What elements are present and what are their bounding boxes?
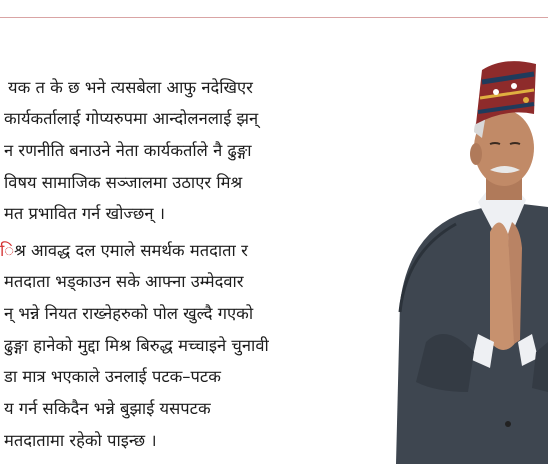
paragraph-2-line-4: ढुङ्गा हानेको मुद्दा मिश्र बिरुद्ध मच्चाइने चुनावी [4,336,269,355]
paragraph-1-line-3: न रणनीति बनाउने नेता कार्यकर्ताले नै ढुङ्गा [4,141,252,160]
paragraph-2-line-5: डा मात्र भएकाले उनलाई पटक–पटक [4,367,221,386]
paragraph-2-line-6: य गर्न सकिदैन भन्ने बुझाई यसपटक [4,399,211,418]
paragraph-1-line-4: विषय सामाजिक सञ्जालमा उठाएर मिश्र [4,173,243,192]
paragraph-2-line-3: न् भन्ने नियत राख्नेहरुको पोल खुल्दै गएको [4,304,254,323]
paragraph-2-line-2: मतदाता भड्काउन सके आफ्ना उम्मेदवार [4,272,244,291]
paragraph-2-line-7: मतदातामा रहेको पाइन्छ । [4,431,157,450]
paragraph-2-line-1 [0,239,248,263]
dropcap-fragment: ि [0,241,15,260]
paragraph-1-line-2: कार्यकर्तालाई गोप्यरुपमा आन्दोलनलाई झन् [4,109,259,128]
paragraph-2-line-1-text: श्र आवद्ध दल एमाले समर्थक मतदाता र [14,241,248,260]
candidate-photo [386,52,548,464]
paragraph-1-line-1: यक त के छ भने त्यसबेला आफु नदेखिएर [8,78,253,97]
paragraph-1-line-5: मत प्रभावित गर्न खोज्छन् । [4,204,165,223]
